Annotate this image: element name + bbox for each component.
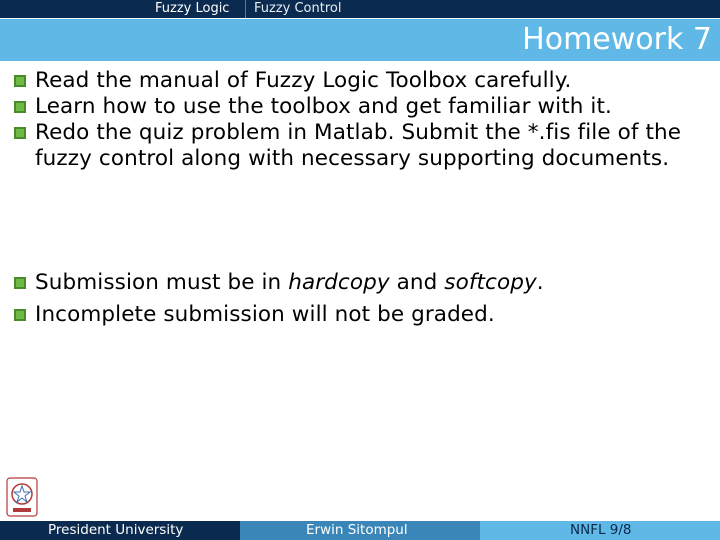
submission-prefix: Submission must be in <box>35 270 289 295</box>
bullet-item <box>14 94 718 120</box>
title-bar <box>0 19 720 61</box>
bullet-item <box>14 68 718 94</box>
footer-institution: President University <box>48 522 184 538</box>
nav-section-fuzzy-control[interactable]: Fuzzy Control <box>254 1 342 16</box>
bullet-list-submission <box>14 267 718 331</box>
footer-left <box>0 521 240 540</box>
bullet-item <box>14 299 718 331</box>
nav-divider <box>245 0 246 18</box>
bullet-square-icon <box>14 309 26 321</box>
university-logo-icon <box>6 477 38 517</box>
bullet-item <box>14 267 718 299</box>
footer-right <box>480 521 720 540</box>
bullet-list-instructions <box>14 68 718 172</box>
submission-and: and <box>389 270 445 295</box>
submission-hardcopy: hardcopy <box>288 270 390 295</box>
bullet-text: Read the manual of Fuzzy Logic Toolbox carefully. <box>35 68 572 93</box>
bullet-text: Redo the quiz problem in Matlab. Submit the *.fis file of the fuzzy control along with necessary supporting documents. <box>35 120 682 171</box>
footer-bar <box>0 521 720 540</box>
top-navigation-bar <box>0 0 720 18</box>
footer-middle <box>240 521 480 540</box>
nav-section-fuzzy-logic[interactable]: Fuzzy Logic <box>155 1 230 16</box>
bullet-item <box>14 120 718 172</box>
submission-suffix: . <box>536 270 544 295</box>
submission-softcopy: softcopy <box>444 270 537 295</box>
footer-page-number: NNFL 9/8 <box>570 522 632 538</box>
bullet-square-icon <box>14 101 26 113</box>
bullet-text: Learn how to use the toolbox and get familiar with it. <box>35 94 612 119</box>
bullet-text: Incomplete submission will not be graded. <box>35 302 495 327</box>
bullet-square-icon <box>14 277 26 289</box>
slide-title: Homework 7 <box>522 22 712 57</box>
bullet-square-icon <box>14 127 26 139</box>
bullet-square-icon <box>14 75 26 87</box>
footer-author: Erwin Sitompul <box>306 522 408 538</box>
